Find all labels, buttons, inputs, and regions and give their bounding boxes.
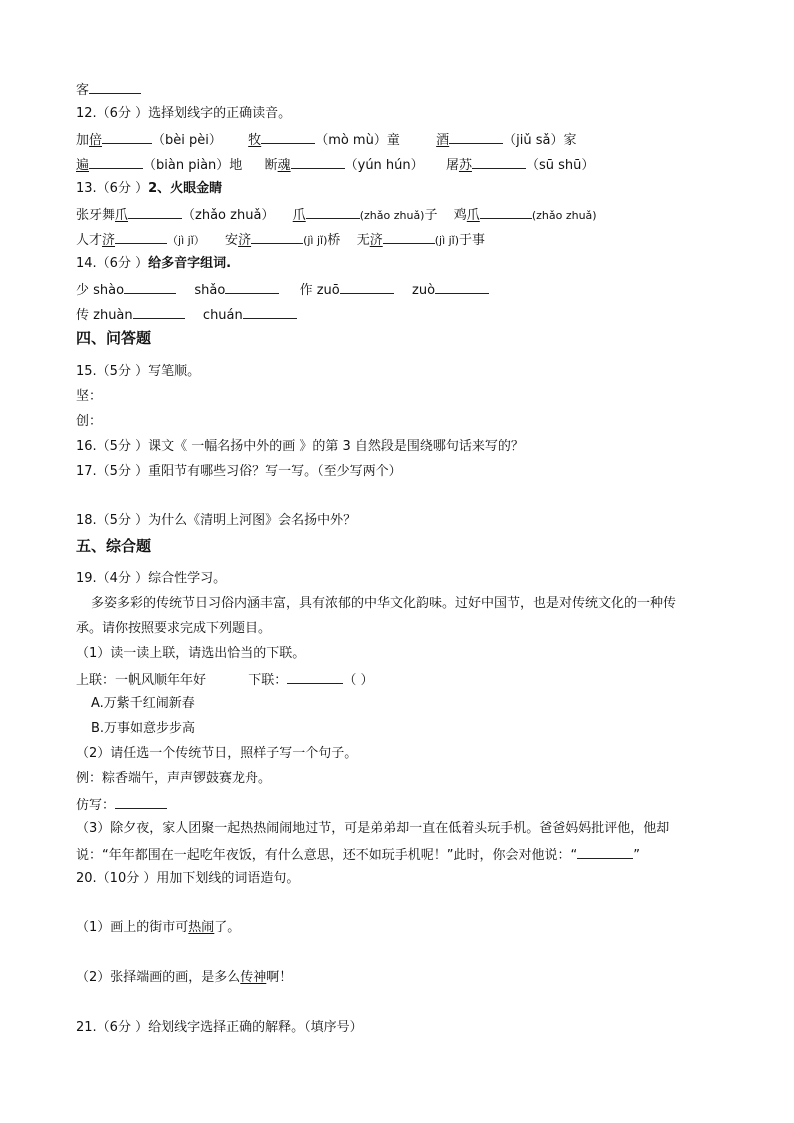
q19-example: 例：粽香端午，声声锣鼓赛龙舟。 — [76, 771, 272, 786]
answer-blank[interactable] — [472, 155, 526, 169]
polyphone-reading: chuán — [202, 308, 243, 323]
answer-blank[interactable] — [89, 80, 141, 94]
pinyin-choices: (jì jǐ) — [434, 234, 460, 247]
polyphone-reading: shǎo — [194, 283, 226, 298]
underlined-char: 酒 — [436, 133, 450, 148]
underlined-char: 爪 — [115, 208, 129, 223]
text: 鸡 — [453, 208, 467, 223]
pinyin-choices: （sū shū） — [525, 158, 595, 173]
text: ” — [633, 848, 640, 863]
underlined-char: 济 — [102, 233, 116, 248]
q12-row-1 — [76, 130, 577, 150]
question-title: 2、火眼金睛 — [148, 181, 223, 196]
answer-blank[interactable] — [449, 130, 503, 144]
q14-row-1 — [76, 280, 489, 300]
q19-sub-3-line-2 — [76, 845, 640, 865]
answer-blank[interactable] — [383, 230, 435, 244]
underlined-char: 牧 — [248, 133, 262, 148]
underlined-char: 遍 — [76, 158, 90, 173]
q20-sub-2 — [76, 969, 292, 987]
question-16: 16.（5分 ）课文《 一幅名扬中外的画 》的第 3 自然段是围绕哪句话来写的？ — [76, 439, 524, 454]
answer-blank[interactable] — [128, 205, 182, 219]
answer-blank[interactable] — [435, 280, 489, 294]
polyphone-reading: 作 zuō — [299, 283, 340, 298]
answer-blank[interactable] — [287, 670, 343, 684]
text: 桥 — [327, 233, 341, 248]
lower-couplet-label: 下联： — [248, 673, 288, 688]
question-15: 15.（5分 ）写笔顺。 — [76, 364, 201, 379]
underlined-word: 传神 — [240, 970, 267, 985]
text: （1）画上的街市可 — [76, 920, 189, 935]
section-heading-5: 五、综合题 — [76, 537, 152, 555]
question-number: 14.（6分 ） — [76, 256, 149, 271]
answer-blank[interactable] — [291, 155, 345, 169]
text: 断 — [264, 158, 278, 173]
pinyin-choices: (zhǎo zhuǎ) — [531, 209, 597, 222]
pinyin-choices: （jiǔ sǎ） — [503, 133, 564, 148]
underlined-word: 热闹 — [188, 920, 215, 935]
answer-blank[interactable] — [340, 280, 394, 294]
underlined-char: 爪 — [466, 208, 480, 223]
question-number: 13.（6分 ） — [76, 181, 149, 196]
q19-sub-2: （2）请任选一个传统节日，照样子写一个句子。 — [76, 746, 358, 761]
question-17: 17.（5分 ）重阳节有哪些习俗？写一写。（至少写两个） — [76, 464, 402, 479]
pinyin-choices: （mò mù） — [315, 133, 387, 148]
choice-parentheses[interactable]: （ ） — [343, 673, 374, 688]
polyphone-reading: 少 shào — [76, 283, 125, 298]
underlined-char: 济 — [369, 233, 383, 248]
text: 啊！ — [266, 970, 293, 985]
polyphone-reading: zuò — [412, 283, 436, 298]
imitate-label: 仿写： — [76, 798, 116, 813]
answer-blank[interactable] — [102, 130, 152, 144]
underlined-char: 爪 — [292, 208, 306, 223]
upper-couplet: 上联：一帆风顺年年好 — [76, 673, 207, 688]
q15-char-2: 创： — [76, 414, 103, 429]
answer-blank[interactable] — [133, 305, 185, 319]
underlined-char: 济 — [238, 233, 252, 248]
question-21: 21.（6分 ）给划线字选择正确的解释。（填序号） — [76, 1020, 363, 1035]
question-19: 19.（4分 ）综合性学习。 — [76, 571, 227, 586]
underlined-char: 苏 — [458, 158, 472, 173]
question-13 — [76, 180, 222, 198]
section-heading-4: 四、问答题 — [76, 329, 152, 347]
q15-char-1: 坚： — [76, 389, 103, 404]
question-12: 12.（6分 ）选择划线字的正确读音。 — [76, 106, 292, 121]
text: 子 — [424, 208, 438, 223]
answer-blank[interactable] — [480, 205, 532, 219]
answer-blank[interactable] — [115, 230, 167, 244]
question-title: 给多音字组词. — [148, 256, 232, 271]
q19-sub-1: （1）读一读上联，请选出恰当的下联。 — [76, 646, 306, 661]
text: 加 — [76, 133, 90, 148]
text: 安 — [225, 233, 239, 248]
q19-couplet — [76, 670, 373, 690]
answer-blank[interactable] — [225, 280, 279, 294]
pinyin-choices: （biàn piàn） — [143, 158, 230, 173]
answer-blank[interactable] — [115, 795, 167, 809]
text: 地 — [229, 158, 243, 173]
text: 张牙舞 — [76, 208, 116, 223]
text: 无 — [356, 233, 370, 248]
q19-passage-line-1: 多姿多彩的传统节日习俗内涵丰富，具有浓郁的中华文化韵味。过好中国节，也是对传统文化的一种传 — [91, 596, 677, 611]
answer-blank[interactable] — [251, 230, 303, 244]
answer-blank[interactable] — [577, 845, 633, 859]
q20-sub-1 — [76, 919, 240, 937]
text: 说：“年年都围在一起吃年夜饭，有什么意思，还不如玩手机呢！”此时，你会对他说：“ — [76, 848, 578, 863]
text: 家 — [563, 133, 577, 148]
pinyin-choices: （yún hún） — [344, 158, 424, 173]
pinyin-choices: （bèi pèi） — [152, 133, 222, 148]
answer-blank[interactable] — [243, 305, 297, 319]
text: （2）张择端画的画，是多么 — [76, 970, 241, 985]
question-18: 18.（5分 ）为什么《清明上河图》会名扬中外？ — [76, 513, 357, 528]
q14-row-2 — [76, 305, 297, 325]
answer-blank[interactable] — [89, 155, 143, 169]
polyphone-reading: 传 zhuàn — [76, 308, 133, 323]
answer-blank[interactable] — [261, 130, 315, 144]
q19-imitate — [76, 795, 167, 815]
text: 屠 — [445, 158, 459, 173]
text: 了。 — [214, 920, 241, 935]
q12-row-2 — [76, 155, 594, 175]
line-ke — [76, 80, 141, 100]
pinyin-choices: (jì jǐ) — [303, 234, 328, 247]
text: 于事 — [459, 233, 486, 248]
answer-blank[interactable] — [124, 280, 176, 294]
pinyin-choices: （jì jǐ） — [167, 234, 205, 247]
option-a: A.万紫千红闹新春 — [91, 696, 195, 711]
pinyin-choices: (zhǎo zhuǎ) — [359, 209, 425, 222]
underlined-char: 倍 — [89, 133, 103, 148]
q13-row-1 — [76, 205, 597, 225]
question-20: 20.（10分 ）用加下划线的词语造句。 — [76, 871, 300, 886]
option-b: B.万事如意步步高 — [91, 721, 196, 736]
underlined-char: 魂 — [277, 158, 291, 173]
pinyin-choices: （zhǎo zhuǎ） — [182, 208, 275, 223]
text: 童 — [386, 133, 400, 148]
q19-passage-line-2: 承。请你按照要求完成下列题目。 — [76, 621, 272, 636]
text-ke: 客 — [76, 83, 90, 98]
q13-row-2: 人才济 （jì jǐ） 安济 (jì jǐ)桥 无济 (jì jǐ)于事 — [76, 230, 485, 250]
answer-blank[interactable] — [306, 205, 360, 219]
question-14 — [76, 255, 231, 273]
q19-sub-3-line-1: （3）除夕夜，家人团聚一起热热闹闹地过节，可是弟弟却一直在低着头玩手机。爸爸妈妈批评他，他却 — [76, 821, 670, 836]
